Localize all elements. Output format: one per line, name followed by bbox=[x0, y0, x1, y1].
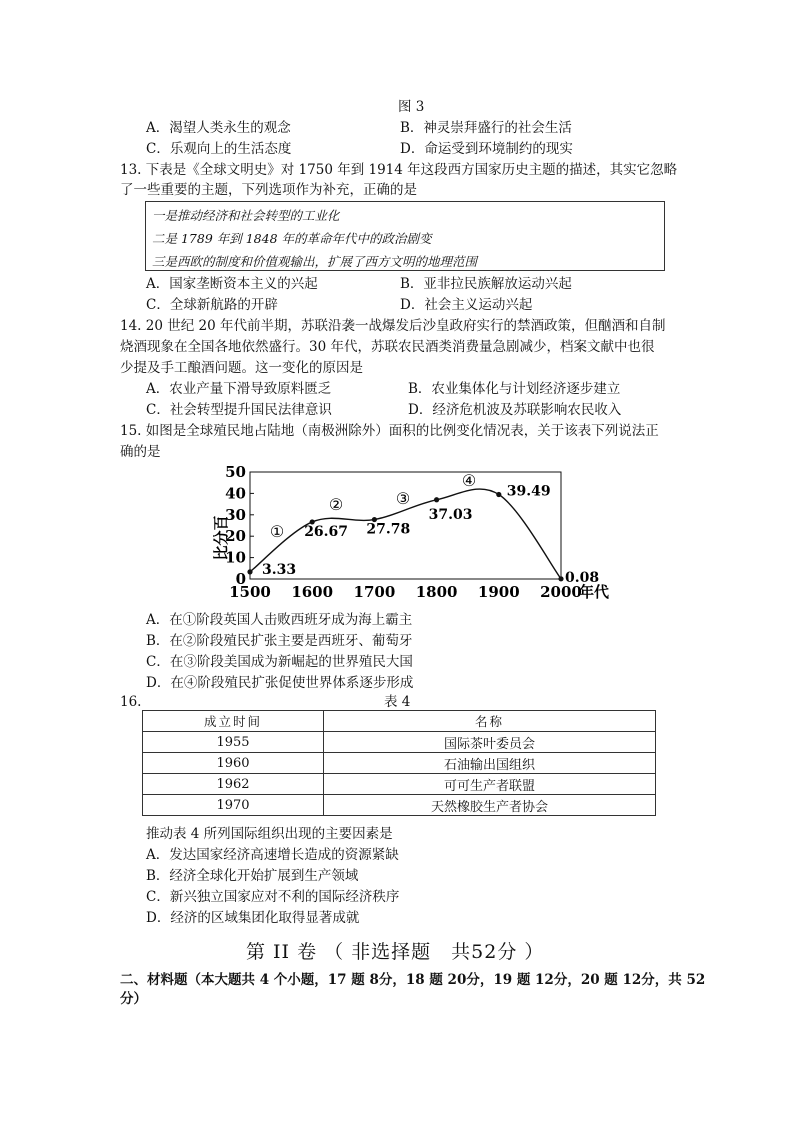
header-name: 名称 bbox=[324, 711, 656, 732]
table-row bbox=[143, 795, 656, 816]
q14-option-d: D．经济危机波及苏联影响农民收入 bbox=[408, 402, 622, 418]
data-label: 26.67 bbox=[304, 523, 349, 540]
x-tick-label: 1600 bbox=[291, 583, 334, 601]
q13-option-d: D．社会主义运动兴起 bbox=[400, 297, 533, 313]
q13-option-c: C．全球新航路的开辟 bbox=[146, 297, 278, 313]
q12-option-d: D．命运受到环境制约的现实 bbox=[400, 141, 573, 157]
x-tick-label: 1500 bbox=[229, 583, 271, 601]
x-tick-labels bbox=[229, 583, 582, 601]
section-2-heading-line1: 二、材料题（本大题共 4 个小题，17 题 8分，18 题 20分，19 题 12分，20 题 12分，共 52 bbox=[120, 972, 706, 988]
data-point bbox=[496, 492, 501, 497]
table-header-row bbox=[143, 711, 656, 732]
x-tick-label: 2000 bbox=[540, 583, 582, 601]
stage-label: ③ bbox=[395, 489, 411, 508]
q14-option-a: A．农业产量下滑导致原料匮乏 bbox=[146, 381, 332, 397]
stage-label: ④ bbox=[461, 471, 477, 490]
q16-option-d: D．经济的区域集团化取得显著成就 bbox=[146, 910, 360, 926]
q14-stem-line1: 14. 20 世纪 20 年代前半期，苏联沿袭一战爆发后沙皇政府实行的禁酒政策，但酗酒和自制 bbox=[120, 318, 666, 334]
q12-option-a: A．渴望人类永生的观念 bbox=[146, 120, 291, 136]
colony-area-chart bbox=[0, 462, 794, 602]
q13-theme-1: 一是推动经济和社会转型的工业化 bbox=[152, 208, 340, 223]
q14-stem-line2: 烧酒现象在全国各地依然盛行。30 年代，苏联农民酒类消费量急剧减少，档案文献中也很 bbox=[120, 339, 655, 355]
section-2-heading-line2: 分） bbox=[120, 991, 147, 1007]
y-axis-label: 比分百 bbox=[212, 515, 230, 561]
cell-org-name: 国际茶叶委员会 bbox=[324, 732, 656, 753]
y-tick-label: 30 bbox=[225, 505, 246, 524]
cell-org-name: 天然橡胶生产者协会 bbox=[324, 795, 656, 816]
q13-option-a: A．国家垄断资本主义的兴起 bbox=[146, 276, 318, 292]
q15-stem-line1: 15. 如图是全球殖民地占陆地（南极洲除外）面积的比例变化情况表，关于该表下列说法正 bbox=[120, 423, 659, 439]
q13-theme-3: 三是西欧的制度和价值观输出，扩展了西方文明的地理范围 bbox=[152, 254, 478, 269]
table-row bbox=[143, 774, 656, 795]
table-row bbox=[143, 753, 656, 774]
y-tick-label: 20 bbox=[225, 527, 246, 546]
q13-stem-line2: 了一些重要的主题，下列选项作为补充，正确的是 bbox=[120, 182, 417, 198]
header-founded: 成立时间 bbox=[143, 711, 324, 732]
q16-stem: 推动表 4 所列国际组织出现的主要因素是 bbox=[146, 826, 393, 842]
q14-option-b: B．农业集体化与计划经济逐步建立 bbox=[408, 381, 621, 397]
data-labels bbox=[262, 483, 599, 585]
q15-option-d: D．在④阶段殖民扩张促使世界体系逐步形成 bbox=[146, 675, 414, 691]
organizations-table bbox=[142, 710, 656, 816]
x-tick-label: 1700 bbox=[353, 583, 396, 601]
cell-org-name: 石油输出国组织 bbox=[324, 753, 656, 774]
table-4-caption: 表 4 bbox=[384, 694, 411, 710]
y-tick-label: 0 bbox=[235, 570, 246, 588]
cell-year: 1960 bbox=[143, 753, 324, 774]
data-point bbox=[434, 497, 439, 502]
figure-3-caption: 图 3 bbox=[398, 99, 425, 115]
y-tick-label: 10 bbox=[225, 548, 246, 567]
data-label: 0.08 bbox=[565, 569, 600, 586]
q16-option-a: A．发达国家经济高速增长造成的资源紧缺 bbox=[146, 847, 399, 863]
data-point bbox=[558, 576, 563, 581]
y-tick-label: 50 bbox=[225, 463, 246, 481]
part-2-title: 第 II 卷 （ 非选择题 共52分 ） bbox=[246, 941, 545, 963]
cell-year: 1955 bbox=[143, 732, 324, 753]
stage-label: ① bbox=[269, 522, 285, 541]
table-row bbox=[143, 732, 656, 753]
stage-label: ② bbox=[328, 495, 344, 514]
x-axis-label: 年代 bbox=[579, 583, 610, 601]
q14-option-c: C．社会转型提升国民法律意识 bbox=[146, 402, 332, 418]
q13-stem-line1: 13. 下表是《全球文明史》对 1750 年到 1914 年这段西方国家历史主题的描述，其实它忽略 bbox=[120, 162, 678, 178]
q13-option-b: B．亚非拉民族解放运动兴起 bbox=[400, 276, 572, 292]
y-tick-label: 40 bbox=[225, 484, 246, 503]
cell-year: 1970 bbox=[143, 795, 324, 816]
q13-theme-box bbox=[145, 201, 665, 271]
data-label: 27.78 bbox=[366, 521, 411, 538]
q12-option-c: C．乐观向上的生活态度 bbox=[146, 141, 292, 157]
data-label: 3.33 bbox=[262, 561, 297, 578]
q15-option-a: A．在①阶段英国人击败西班牙成为海上霸主 bbox=[146, 612, 413, 628]
q16-number: 16. bbox=[120, 694, 142, 710]
q15-option-c: C．在③阶段美国成为新崛起的世界殖民大国 bbox=[146, 654, 413, 670]
x-tick-label: 1900 bbox=[477, 583, 520, 601]
cell-org-name: 可可生产者联盟 bbox=[324, 774, 656, 795]
q13-theme-2: 二是 1789 年到 1848 年的革命年代中的政治剧变 bbox=[152, 231, 432, 246]
q16-option-b: B．经济全球化开始扩展到生产领域 bbox=[146, 868, 359, 884]
q12-option-b: B．神灵崇拜盛行的社会生活 bbox=[400, 120, 572, 136]
data-label: 37.03 bbox=[428, 506, 473, 523]
q16-option-c: C．新兴独立国家应对不利的国际经济秩序 bbox=[146, 889, 400, 905]
data-label: 39.49 bbox=[506, 483, 551, 500]
q14-stem-line3: 少提及手工酿酒问题。这一变化的原因是 bbox=[120, 360, 363, 376]
x-tick-label: 1800 bbox=[415, 583, 458, 601]
q15-stem-line2: 确的是 bbox=[120, 444, 161, 460]
cell-year: 1962 bbox=[143, 774, 324, 795]
q15-option-b: B．在②阶段殖民扩张主要是西班牙、葡萄牙 bbox=[146, 633, 413, 649]
data-point bbox=[247, 569, 252, 574]
